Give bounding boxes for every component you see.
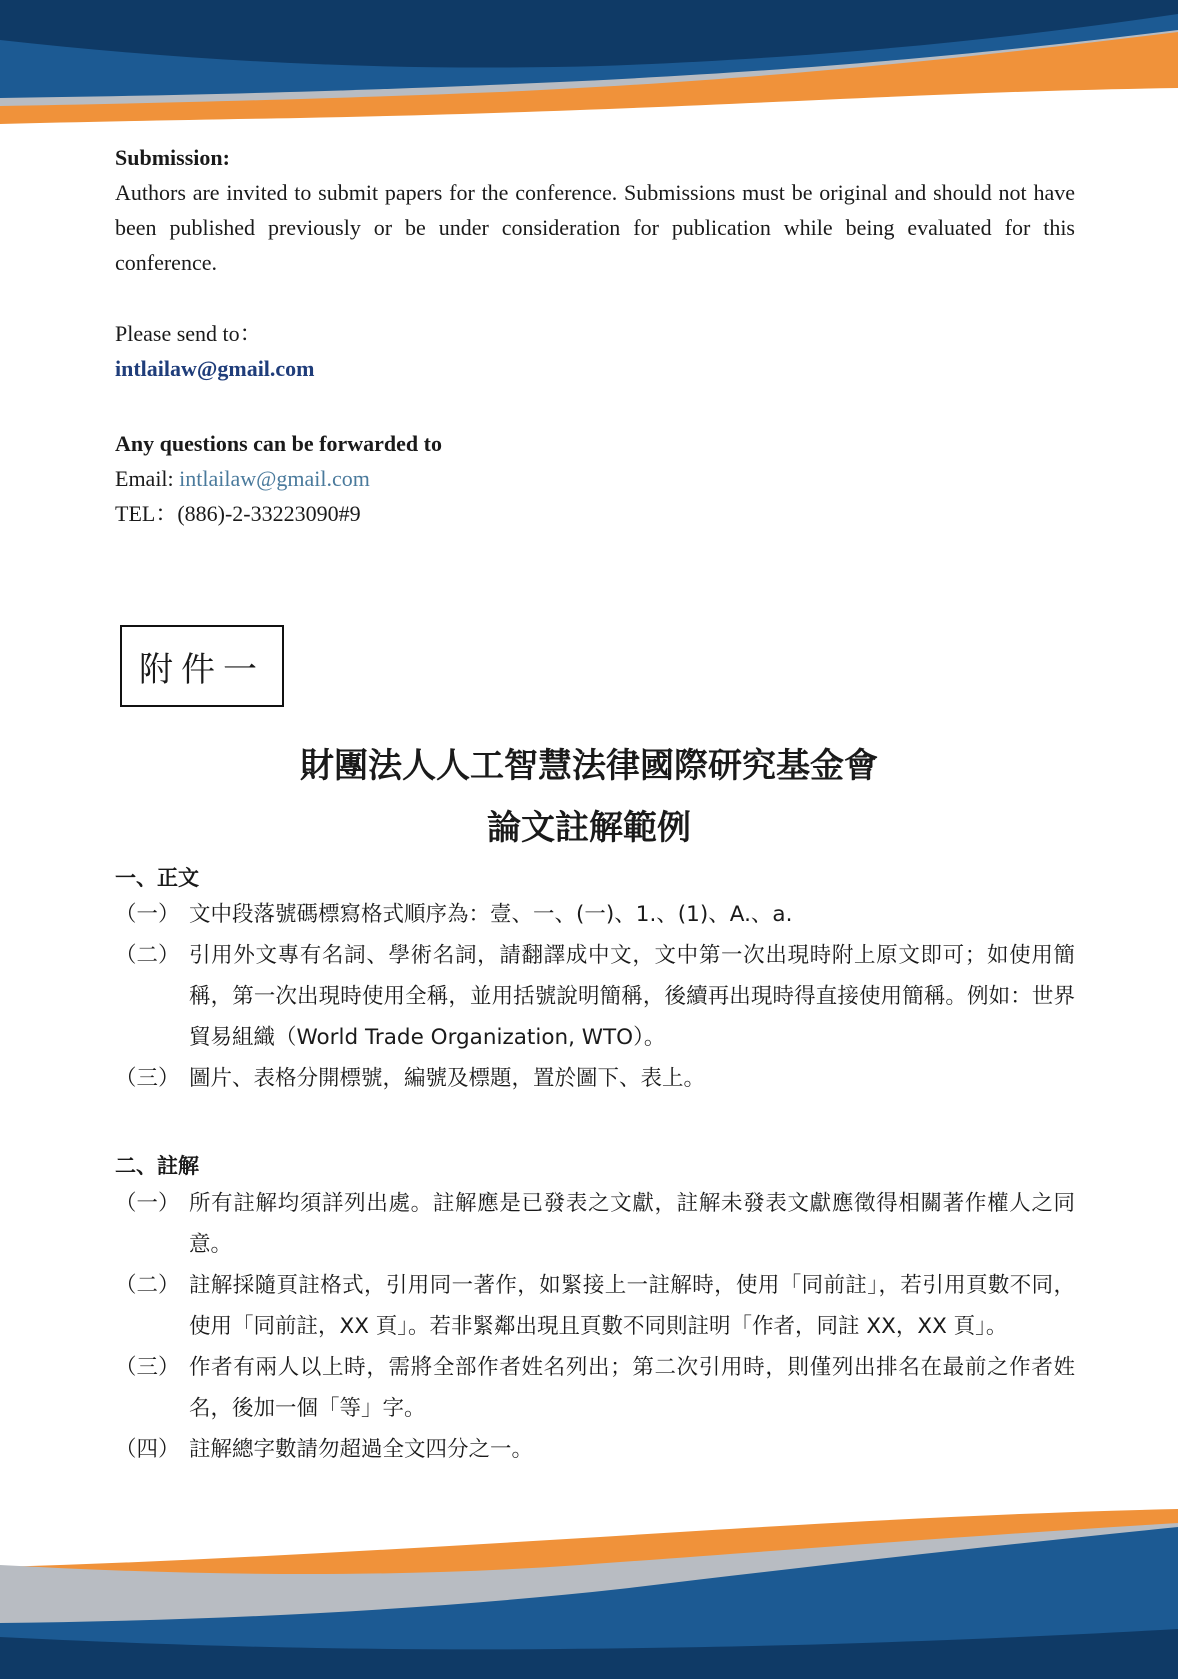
send-to-section	[115, 316, 1075, 386]
item-text: 引用外文專有名詞、學術名詞，請翻譯成中文，文中第一次出現時附上原文即可；如使用簡稱，第一次出現時使用全稱，並用括號說明簡稱，後續再出現時得直接使用簡稱。例如：世界貿易組織（World Trade Organization, WTO）。	[189, 943, 1075, 1050]
header-wave-decoration	[0, 0, 1178, 130]
list-item	[115, 1058, 1075, 1099]
send-to-email-link[interactable]: intlailaw@gmail.com	[115, 356, 315, 381]
attachment-label-box: 附件一	[120, 625, 284, 707]
list-item	[115, 935, 1075, 1058]
item-text: 作者有兩人以上時，需將全部作者姓名列出；第二次引用時，則僅列出排名在最前之作者姓名，後加一個「等」字。	[189, 1355, 1075, 1421]
item-number: （三）	[115, 1355, 180, 1380]
foundation-title: 財團法人人工智慧法律國際研究基金會	[300, 746, 878, 786]
questions-email-line	[115, 461, 1075, 496]
item-text: 文中段落號碼標寫格式順序為：壹、一、(一)、1.、(1)、A.、a.	[189, 902, 793, 927]
document-title: 論文註解範例	[487, 808, 691, 848]
list-item	[115, 1183, 1075, 1265]
footer-wave-decoration	[0, 1509, 1178, 1679]
list-item	[115, 894, 1075, 935]
item-number: （二）	[115, 943, 180, 968]
tel-line: TEL：(886)-2-33223090#9	[115, 501, 361, 526]
item-number: （二）	[115, 1273, 180, 1298]
section-heading-body-text: 一、正文	[115, 866, 199, 890]
list-item	[115, 1347, 1075, 1429]
send-to-label: Please send to：	[115, 321, 262, 346]
questions-section	[115, 426, 1075, 531]
submission-body: Authors are invited to submit papers for the conference. Submissions must be original and should not have been published previously or be under consideration for publication while being evaluated for this conference.	[115, 180, 1075, 275]
questions-heading: Any questions can be forwarded to	[115, 431, 442, 456]
item-text: 圖片、表格分開標號，編號及標題，置於圖下、表上。	[189, 1066, 706, 1091]
item-number: （四）	[115, 1437, 180, 1462]
item-number: （一）	[115, 1191, 180, 1216]
item-text: 註解採隨頁註格式，引用同一著作，如緊接上一註解時，使用「同前註」，若引用頁數不同，使用「同前註，XX 頁」。若非緊鄰出現且頁數不同則註明「作者，同註 XX，XX 頁」。	[189, 1273, 1075, 1339]
item-number: （一）	[115, 902, 180, 927]
section-heading-annotations: 二、註解	[115, 1154, 199, 1178]
submission-section	[115, 140, 1075, 280]
item-number: （三）	[115, 1066, 180, 1091]
submission-heading: Submission:	[115, 145, 230, 170]
email-label: Email:	[115, 466, 180, 491]
section-annotations-list	[115, 1183, 1075, 1470]
item-text: 註解總字數請勿超過全文四分之一。	[189, 1437, 534, 1462]
questions-email-link[interactable]: intlailaw@gmail.com	[179, 466, 370, 491]
list-item	[115, 1265, 1075, 1347]
section-body-text-list	[115, 894, 1075, 1099]
list-item	[115, 1429, 1075, 1470]
item-text: 所有註解均須詳列出處。註解應是已發表之文獻，註解未發表文獻應徵得相關著作權人之同意。	[189, 1191, 1075, 1257]
